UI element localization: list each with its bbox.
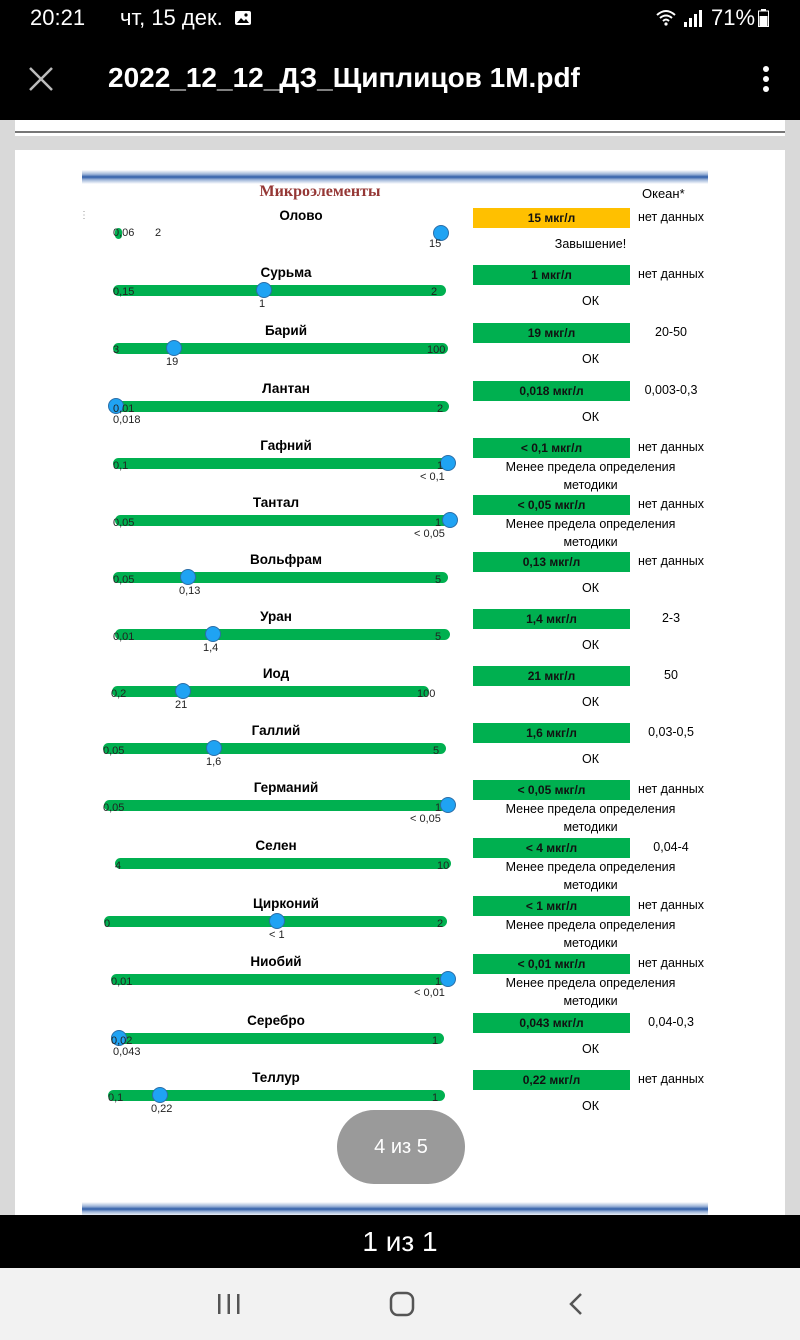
status-text: ОК bbox=[581, 581, 599, 595]
range-min-label: 0,05 bbox=[113, 517, 135, 529]
value-marker bbox=[256, 282, 272, 298]
ocean-column-header: Океан* bbox=[642, 186, 685, 201]
value-label: 0,22 bbox=[151, 1103, 173, 1115]
value-label: < 0,1 bbox=[420, 471, 445, 483]
range-max-label: 10 bbox=[437, 860, 450, 872]
ocean-value: нет данных bbox=[638, 1072, 704, 1086]
element-name: Серебро bbox=[247, 1013, 305, 1028]
range-max-label: 1 bbox=[435, 517, 442, 529]
ocean-value: нет данных bbox=[638, 898, 704, 912]
back-icon[interactable] bbox=[562, 1290, 592, 1318]
element-row bbox=[15, 954, 785, 1012]
wifi-signal-icon bbox=[656, 9, 704, 27]
status-text: Завышение! bbox=[554, 237, 627, 251]
status-text: ОК bbox=[581, 352, 599, 366]
range-min-label: 0,05 bbox=[103, 745, 125, 757]
status-text: Менее предела определения методики bbox=[505, 460, 676, 492]
element-name: Уран bbox=[260, 609, 292, 624]
range-bar bbox=[111, 1033, 444, 1044]
range-min-label: 0,01 bbox=[113, 631, 135, 643]
value-marker bbox=[175, 683, 191, 699]
margin-dots: ⋮ bbox=[79, 210, 89, 221]
status-text: ОК bbox=[581, 410, 599, 424]
page-indicator: 4 из 5 bbox=[337, 1110, 465, 1184]
range-max-label: 5 bbox=[435, 574, 442, 586]
element-row bbox=[15, 609, 785, 667]
range-max-label: 1 bbox=[432, 1092, 439, 1104]
value-label: 21 bbox=[175, 699, 188, 711]
range-min-label: 0,2 bbox=[111, 688, 127, 700]
measured-value: < 0,1 мкг/л bbox=[473, 438, 630, 458]
recents-icon[interactable] bbox=[214, 1290, 244, 1318]
range-max-label: 2 bbox=[437, 918, 444, 930]
measured-value: 0,018 мкг/л bbox=[473, 381, 630, 401]
range-min-label: 0,15 bbox=[113, 286, 135, 298]
ocean-value: нет данных bbox=[638, 440, 704, 454]
footer-band bbox=[82, 1202, 708, 1215]
previous-page-edge bbox=[15, 120, 785, 136]
status-text: ОК bbox=[581, 294, 599, 308]
range-bar bbox=[103, 743, 446, 754]
value-label: 0,018 bbox=[113, 414, 141, 426]
measured-value: < 1 мкг/л bbox=[473, 896, 630, 916]
range-bar bbox=[104, 800, 447, 811]
image-notification-icon bbox=[234, 10, 252, 26]
document-title: 2022_12_12_ДЗ_Щиплицов 1М.pdf bbox=[108, 62, 580, 93]
status-time: 20:21 bbox=[30, 5, 86, 30]
range-max-label: 100 bbox=[417, 688, 436, 700]
ocean-value: 0,04-0,3 bbox=[648, 1015, 694, 1029]
value-label: 0,043 bbox=[113, 1046, 141, 1058]
element-row bbox=[15, 265, 785, 323]
element-row bbox=[15, 323, 785, 381]
ocean-value: нет данных bbox=[638, 554, 704, 568]
range-max-label: 1 bbox=[437, 460, 444, 472]
value-label: 0,13 bbox=[179, 585, 201, 597]
value-label: < 0,05 bbox=[414, 528, 445, 540]
element-row bbox=[15, 666, 785, 724]
status-text: Менее предела определения методики bbox=[505, 517, 676, 549]
range-bar bbox=[113, 458, 447, 469]
status-text: ОК bbox=[581, 1042, 599, 1056]
range-max-label: 1 bbox=[435, 976, 442, 988]
element-name: Барий bbox=[264, 323, 308, 338]
page-rule bbox=[15, 131, 785, 133]
measured-value: 15 мкг/л bbox=[473, 208, 630, 228]
section-title: Микроэлементы bbox=[259, 183, 381, 200]
ocean-value: 0,04-4 bbox=[653, 840, 689, 854]
range-min-label: 0,06 bbox=[113, 227, 135, 239]
element-row bbox=[15, 552, 785, 610]
element-row bbox=[15, 438, 785, 496]
status-text: Менее предела определения методики bbox=[505, 860, 676, 892]
value-marker bbox=[442, 512, 458, 528]
measured-value: 0,043 мкг/л bbox=[473, 1013, 630, 1033]
ocean-value: нет данных bbox=[638, 782, 704, 796]
status-text: Менее предела определения методики bbox=[505, 918, 676, 950]
value-marker bbox=[269, 913, 285, 929]
element-row bbox=[15, 838, 785, 896]
range-min-label: 0,05 bbox=[103, 802, 125, 814]
status-text: ОК bbox=[581, 1099, 599, 1113]
range-min-label: 0,02 bbox=[111, 1035, 133, 1047]
range-max-label: 1 bbox=[435, 802, 442, 814]
range-min-label: 0,01 bbox=[111, 976, 133, 988]
measured-value: 0,13 мкг/л bbox=[473, 552, 630, 572]
range-max-label: 5 bbox=[433, 745, 440, 757]
element-name: Иод bbox=[262, 666, 290, 681]
ocean-value: 0,003-0,3 bbox=[644, 383, 698, 397]
ocean-value: 2-3 bbox=[661, 611, 681, 625]
element-name: Селен bbox=[255, 838, 297, 853]
range-bar bbox=[115, 515, 449, 526]
range-bar bbox=[115, 629, 450, 640]
value-marker bbox=[180, 569, 196, 585]
value-label: 1,6 bbox=[206, 756, 222, 768]
status-text: ОК bbox=[581, 638, 599, 652]
element-name: Сурьма bbox=[260, 265, 312, 280]
value-label: 1 bbox=[259, 298, 266, 310]
element-name: Германий bbox=[253, 780, 319, 795]
element-name: Ниобий bbox=[250, 954, 302, 969]
element-row bbox=[15, 723, 785, 781]
element-name: Теллур bbox=[252, 1070, 300, 1085]
range-bar bbox=[113, 572, 448, 583]
range-max-label: 1 bbox=[432, 1035, 439, 1047]
range-min-label: 3 bbox=[113, 344, 120, 356]
battery-icon bbox=[758, 9, 769, 27]
element-row bbox=[15, 780, 785, 838]
range-bar bbox=[115, 401, 449, 412]
value-label: < 0,05 bbox=[410, 813, 441, 825]
ocean-value: нет данных bbox=[638, 210, 704, 224]
value-label: < 0,01 bbox=[414, 987, 445, 999]
element-name: Тантал bbox=[252, 495, 300, 510]
range-max-label: 100 bbox=[427, 344, 446, 356]
range-min-label: 0,05 bbox=[113, 574, 135, 586]
status-text: Менее предела определения методики bbox=[505, 976, 676, 1008]
range-max-label: 2 bbox=[437, 403, 444, 415]
element-name: Олово bbox=[279, 208, 323, 223]
range-min-label: 0,1 bbox=[113, 460, 129, 472]
status-bar bbox=[0, 0, 800, 36]
battery-percent: 71% bbox=[711, 5, 756, 30]
range-bar bbox=[112, 686, 429, 697]
ocean-value: 20-50 bbox=[655, 325, 687, 339]
measured-value: < 0,05 мкг/л bbox=[473, 495, 630, 515]
pdf-page[interactable] bbox=[15, 150, 785, 1215]
measured-value: < 4 мкг/л bbox=[473, 838, 630, 858]
ocean-value: 50 bbox=[664, 668, 678, 682]
element-row bbox=[15, 1013, 785, 1071]
range-min-label: 4 bbox=[115, 860, 122, 872]
element-name: Вольфрам bbox=[249, 552, 323, 567]
range-min-label: 0,1 bbox=[108, 1092, 124, 1104]
value-marker bbox=[206, 740, 222, 756]
status-date: чт, 15 дек. bbox=[120, 5, 223, 30]
element-name: Лантан bbox=[262, 381, 310, 396]
measured-value: 1,4 мкг/л bbox=[473, 609, 630, 629]
range-min-label: 0 bbox=[104, 918, 111, 930]
page-count-bar: 1 из 1 bbox=[0, 1215, 800, 1268]
range-max-label: 5 bbox=[435, 631, 442, 643]
measured-value: < 0,05 мкг/л bbox=[473, 780, 630, 800]
range-max-label: 2 bbox=[155, 227, 162, 239]
status-text: ОК bbox=[581, 695, 599, 709]
ocean-value: нет данных bbox=[638, 267, 704, 281]
value-label: 15 bbox=[429, 238, 442, 250]
range-bar bbox=[115, 858, 451, 869]
more-options-icon[interactable] bbox=[756, 64, 776, 94]
value-marker bbox=[440, 797, 456, 813]
measured-value: 1,6 мкг/л bbox=[473, 723, 630, 743]
value-marker bbox=[152, 1087, 168, 1103]
status-text: ОК bbox=[581, 752, 599, 766]
close-icon[interactable] bbox=[28, 66, 54, 92]
element-name: Галлий bbox=[251, 723, 301, 738]
value-label: < 1 bbox=[269, 929, 285, 941]
home-icon[interactable] bbox=[387, 1290, 417, 1318]
element-row bbox=[15, 208, 785, 266]
element-name: Цирконий bbox=[253, 896, 319, 911]
range-bar bbox=[113, 285, 446, 296]
header-band bbox=[82, 170, 708, 184]
range-bar bbox=[113, 343, 448, 354]
ocean-value: 0,03-0,5 bbox=[648, 725, 694, 739]
value-label: 1,4 bbox=[203, 642, 219, 654]
value-label: 19 bbox=[166, 356, 179, 368]
measured-value: 1 мкг/л bbox=[473, 265, 630, 285]
navigation-bar bbox=[0, 1268, 800, 1340]
measured-value: 0,22 мкг/л bbox=[473, 1070, 630, 1090]
measured-value: 19 мкг/л bbox=[473, 323, 630, 343]
range-min-label: 0,01 bbox=[113, 403, 135, 415]
ocean-value: нет данных bbox=[638, 956, 704, 970]
element-row bbox=[15, 495, 785, 553]
measured-value: < 0,01 мкг/л bbox=[473, 954, 630, 974]
ocean-value: нет данных bbox=[638, 497, 704, 511]
value-marker bbox=[440, 971, 456, 987]
app-bar bbox=[0, 36, 800, 120]
range-max-label: 2 bbox=[431, 286, 438, 298]
range-bar bbox=[111, 974, 447, 985]
status-text: Менее предела определения методики bbox=[505, 802, 676, 834]
element-row bbox=[15, 896, 785, 954]
measured-value: 21 мкг/л bbox=[473, 666, 630, 686]
element-name: Гафний bbox=[260, 438, 312, 453]
element-row bbox=[15, 381, 785, 439]
